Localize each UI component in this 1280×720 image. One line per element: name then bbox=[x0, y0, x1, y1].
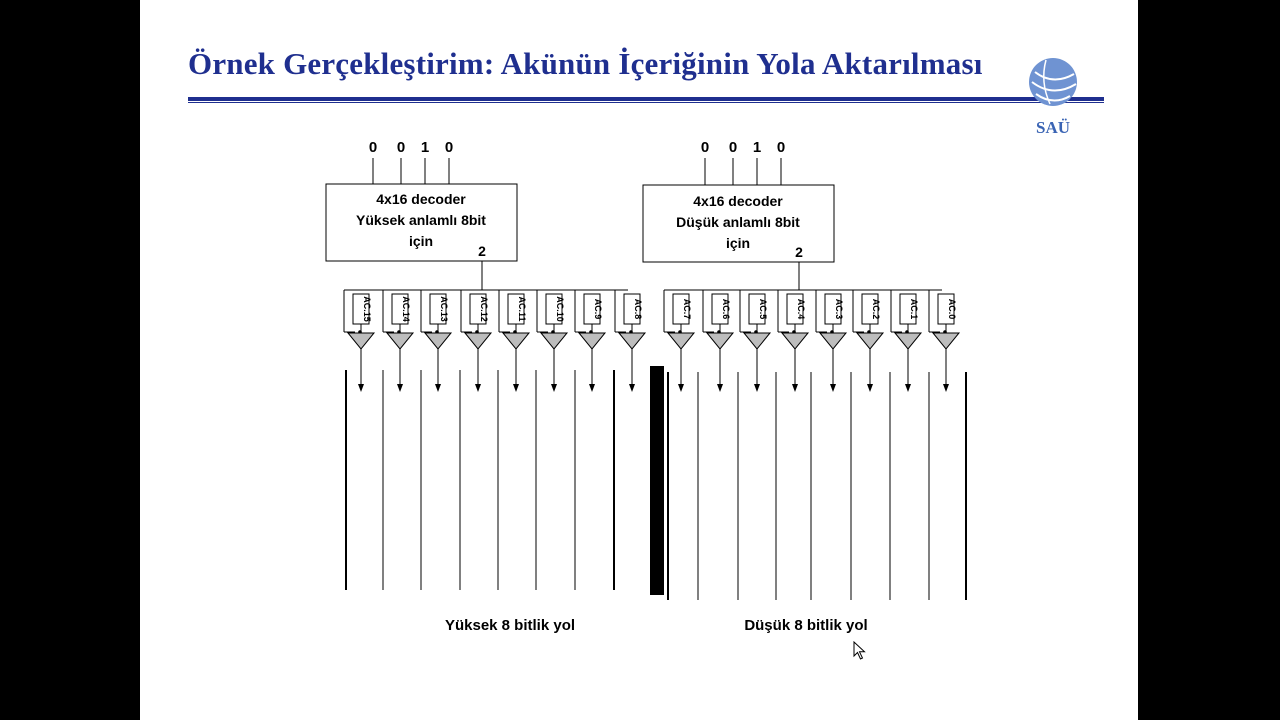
buffer-output-arrow bbox=[475, 384, 481, 392]
decoder-label: 4x16 decoder bbox=[693, 193, 783, 209]
tristate-buffer bbox=[857, 333, 883, 349]
decoder-input-bit: 0 bbox=[396, 139, 406, 156]
decoder-input-bit: 0 bbox=[368, 139, 378, 156]
tristate-buffer bbox=[782, 333, 808, 349]
tristate-buffer bbox=[425, 333, 451, 349]
buffer-output-arrow bbox=[629, 384, 635, 392]
tristate-buffer bbox=[933, 333, 959, 349]
buffer-output-arrow bbox=[435, 384, 441, 392]
register-label: AC.13 bbox=[439, 296, 449, 322]
tristate-buffer bbox=[820, 333, 846, 349]
register-label: AC.3 bbox=[834, 298, 844, 320]
tristate-buffer bbox=[895, 333, 921, 349]
tristate-buffer bbox=[348, 333, 374, 349]
buffer-output-arrow bbox=[678, 384, 684, 392]
register-label: AC.0 bbox=[947, 298, 957, 320]
decoder-output-label: 2 bbox=[478, 243, 486, 259]
tristate-buffer bbox=[579, 333, 605, 349]
decoder-input-bit: 1 bbox=[420, 139, 430, 156]
bus-transfer-diagram bbox=[140, 0, 1138, 720]
low-bus-label: Düşük 8 bitlik yol bbox=[744, 617, 868, 634]
buffer-output-arrow bbox=[905, 384, 911, 392]
decoder-purpose-label-cont: için bbox=[725, 235, 751, 251]
register-label: AC.8 bbox=[633, 298, 643, 320]
decoder-output-label: 2 bbox=[795, 244, 803, 260]
logo-text: SAÜ bbox=[1035, 118, 1070, 137]
decoder-input-bit: 0 bbox=[700, 139, 710, 156]
buffer-output-arrow bbox=[358, 384, 364, 392]
decoder-input-bit: 0 bbox=[728, 139, 738, 156]
decoder-purpose-label: Düşük anlamlı 8bit bbox=[676, 214, 800, 230]
buffer-output-arrow bbox=[830, 384, 836, 392]
register-label: AC.2 bbox=[871, 298, 881, 320]
register-label: AC.9 bbox=[593, 298, 603, 320]
buffer-output-arrow bbox=[513, 384, 519, 392]
register-label: AC.10 bbox=[555, 296, 565, 322]
decoder-input-bit: 0 bbox=[444, 139, 454, 156]
tristate-buffer bbox=[387, 333, 413, 349]
buffer-output-arrow bbox=[792, 384, 798, 392]
tristate-buffer bbox=[707, 333, 733, 349]
register-label: AC.7 bbox=[682, 298, 692, 320]
buffer-output-arrow bbox=[754, 384, 760, 392]
buffer-output-arrow bbox=[551, 384, 557, 392]
decoder-purpose-label: Yüksek anlamlı 8bit bbox=[356, 212, 486, 228]
register-label: AC.5 bbox=[758, 298, 768, 320]
buffer-output-arrow bbox=[717, 384, 723, 392]
register-label: AC.15 bbox=[362, 296, 372, 322]
register-label: AC.14 bbox=[401, 296, 411, 322]
decoder-label: 4x16 decoder bbox=[376, 191, 466, 207]
register-label: AC.4 bbox=[796, 298, 806, 320]
bus-separator bbox=[650, 366, 664, 595]
mouse-cursor-icon bbox=[853, 641, 867, 661]
buffer-output-arrow bbox=[589, 384, 595, 392]
buffer-output-arrow bbox=[867, 384, 873, 392]
decoder-input-bit: 1 bbox=[752, 139, 762, 156]
decoder-input-bit: 0 bbox=[776, 139, 786, 156]
register-label: AC.11 bbox=[517, 296, 527, 322]
tristate-buffer bbox=[619, 333, 645, 349]
register-label: AC.12 bbox=[479, 296, 489, 322]
tristate-buffer bbox=[744, 333, 770, 349]
slide-title: Örnek Gerçekleştirim: Akünün İçeriğinin Yola Aktarılması bbox=[188, 46, 983, 81]
register-label: AC.1 bbox=[909, 298, 919, 320]
tristate-buffer bbox=[465, 333, 491, 349]
high-bus-label: Yüksek 8 bitlik yol bbox=[444, 617, 576, 634]
tristate-buffer bbox=[541, 333, 567, 349]
buffer-output-arrow bbox=[397, 384, 403, 392]
decoder-purpose-label-cont: için bbox=[408, 233, 434, 249]
tristate-buffer bbox=[503, 333, 529, 349]
buffer-output-arrow bbox=[943, 384, 949, 392]
tristate-buffer bbox=[668, 333, 694, 349]
register-label: AC.6 bbox=[721, 298, 731, 320]
